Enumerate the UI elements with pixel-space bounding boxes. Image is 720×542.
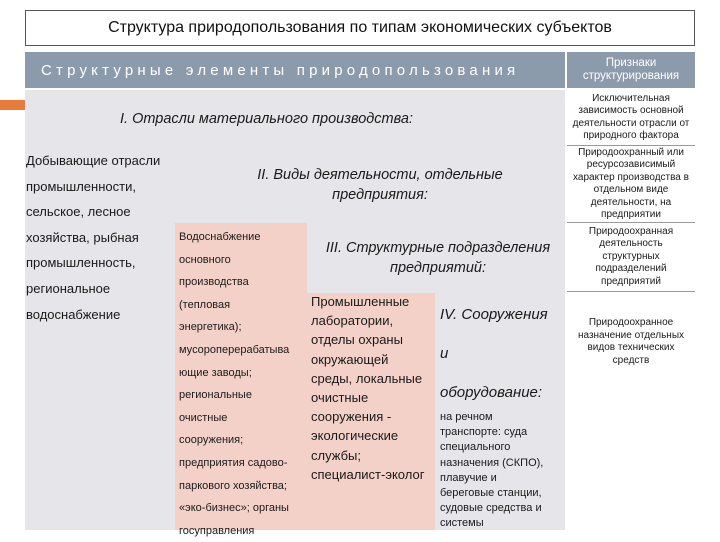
col2-line: энергетика); <box>179 321 242 334</box>
col2-line: ющие заводы; <box>179 366 252 379</box>
feature-level3: Природоохранная деятельность структурных подразделений предприятий <box>567 223 695 291</box>
col2-line: (тепловая <box>179 298 231 311</box>
col3-line: лаборатории, <box>311 313 394 329</box>
col1-line: хозяйства, рыбная <box>26 229 139 245</box>
col3-line: отделы охраны <box>311 332 403 348</box>
col4-text <box>440 410 562 532</box>
page-title <box>25 10 695 46</box>
col4-line: на речном <box>440 411 493 423</box>
col2-line: госуправления <box>179 524 255 537</box>
col2-line: основного <box>179 253 231 266</box>
col4-line: транспорте: суда <box>440 426 528 439</box>
col3-line: среды, локальные <box>311 370 423 386</box>
col1-line: промышленности, <box>26 178 136 194</box>
col1-line: Добывающие отрасли <box>26 153 161 168</box>
col4-line: судовые средства и <box>440 502 542 515</box>
col2-line: сооружения; <box>179 434 244 447</box>
feature-level1: Исключительная зависимость основной деятельности отрасли от природного фактора <box>567 90 695 145</box>
col1-text <box>26 148 174 327</box>
col1-line: сельское, лесное <box>26 204 131 220</box>
col2-line: «эко-бизнес»; органы <box>179 502 289 515</box>
col3-line: Промышленные <box>311 294 410 309</box>
level4-title-line2: и <box>440 345 449 362</box>
col2-line: очистные <box>179 411 228 424</box>
level4-title-line3: оборудование: <box>440 384 543 401</box>
level2-title: II. Виды деятельности, отдельные предприятия: <box>257 167 503 203</box>
col4-line: береговые станции, <box>440 487 542 500</box>
col1-line: промышленность, <box>26 255 136 271</box>
level3-title: III. Структурные подразделения предприятий: <box>325 240 551 276</box>
col3-line: сооружения - <box>311 409 392 425</box>
col3-line: очистные <box>311 390 369 406</box>
col2-line: региональные <box>179 389 252 402</box>
level1-title: I. Отрасли материального производства: <box>120 111 413 127</box>
col2-line: паркового хозяйства; <box>179 479 287 492</box>
col3-line: службы; <box>311 447 361 463</box>
col3-line: окружающей <box>311 351 389 367</box>
col2-text <box>179 226 305 542</box>
col4-line: назначения (СКПО), <box>440 456 544 469</box>
col2-line: производства <box>179 276 249 289</box>
page-title-text: Структура природопользования по типам экономических субъектов <box>108 19 612 36</box>
table-header: Структурные элементы природопользования <box>25 52 565 88</box>
feature-level2: Природоохранный или ресурсозависимый характер производства в отдельном виде деятельности, на предприятии <box>567 146 695 222</box>
col4-line: системы <box>440 517 484 530</box>
col1-line: водоснабжение <box>26 306 121 322</box>
col3-line: специалист-эколог <box>311 466 425 482</box>
level4-title-line1: IV. Сооружения <box>440 306 548 323</box>
col2-line: мусороперерабатыва <box>179 343 290 356</box>
col1-line: региональное <box>26 280 111 296</box>
col2-line: предприятия садово- <box>179 456 288 469</box>
col3-text <box>311 292 433 484</box>
col4-line: специального <box>440 441 511 454</box>
col3-line: экологические <box>311 428 399 444</box>
col4-line: плавучие и <box>440 471 497 484</box>
feature-level4: Природоохранное назначение отдельных видов технических средств <box>567 292 695 392</box>
table-header-features: Признаки структурирования <box>567 52 695 88</box>
accent-bar <box>0 100 27 110</box>
col2-line: Водоснабжение <box>179 231 261 243</box>
